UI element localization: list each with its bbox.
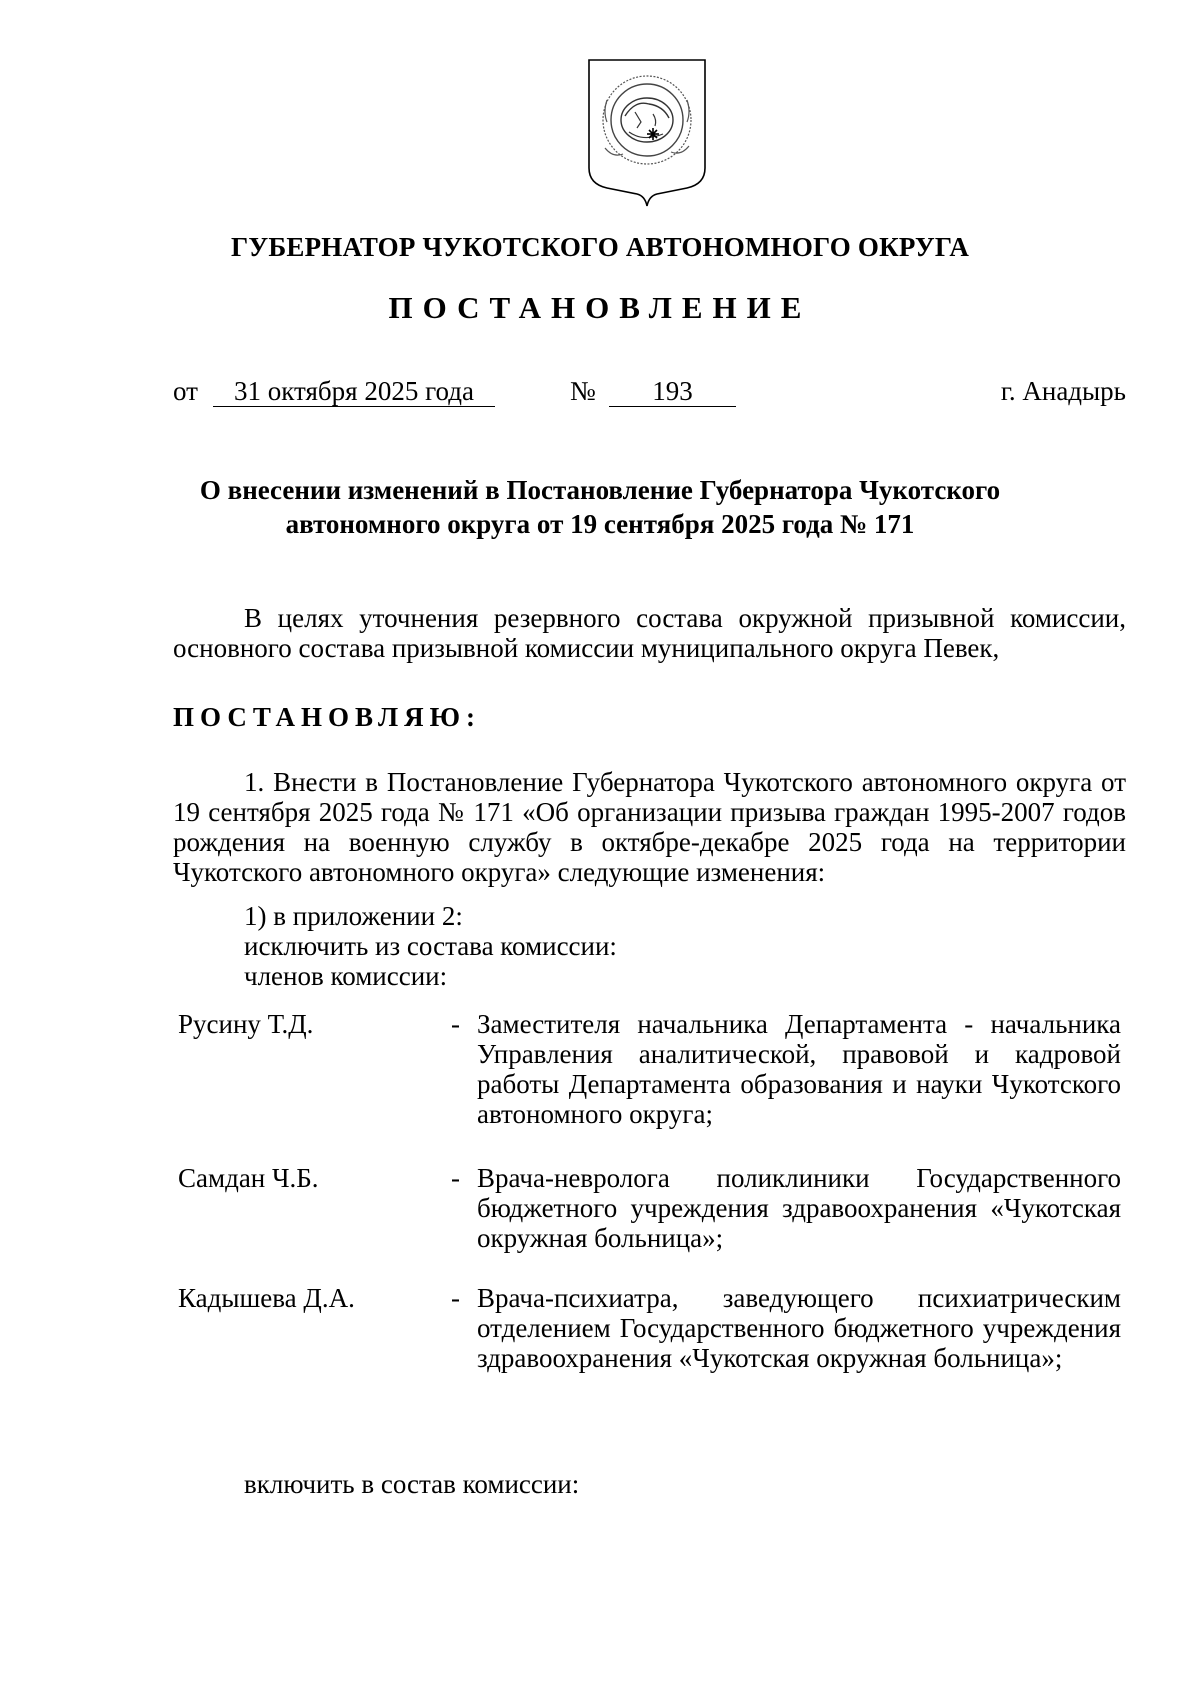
exclude-heading: исключить из состава комиссии: <box>244 931 617 961</box>
include-heading: включить в состав комиссии: <box>244 1469 580 1499</box>
number-sign: № <box>570 376 596 406</box>
coat-of-arms-icon <box>583 56 711 212</box>
issuing-authority: ГУБЕРНАТОР ЧУКОТСКОГО АВТОНОМНОГО ОКРУГА <box>230 232 970 262</box>
member-name: Самдан Ч.Б. <box>178 1163 319 1193</box>
item-1-paragraph: 1. Внести в Постановление Губернатора Чукотского автономного округа от 19 сентября 2025 года № 171 «Об организации призыва граждан 1995-2007 годов рождения на военную службу в октябре-декабре 2025 года на территории Чукотского автономного округа» следующие изменения: <box>173 767 1126 887</box>
title-line-1: О внесении изменений в Постановление Губернатора Чукотского <box>199 475 1001 505</box>
title-line-2: автономного округа от 19 сентября 2025 года № 171 <box>285 509 915 539</box>
members-heading: членов комиссии: <box>244 961 448 991</box>
date-prefix: от <box>173 376 198 406</box>
document-title <box>0 473 1200 541</box>
member-description: Врача-невролога поликлиники Государственного бюджетного учреждения здравоохранения «Чукотская окружная больница»; <box>477 1163 1121 1253</box>
document-date: 31 октября 2025 года <box>213 376 495 407</box>
preamble-paragraph: В целях уточнения резервного состава окружной призывной комиссии, основного состава призывной комиссии муниципального округа Певек, <box>173 603 1126 663</box>
member-dash: - <box>451 1163 460 1193</box>
document-number: 193 <box>609 376 736 407</box>
decree-word: ПОСТАНОВЛЯЮ: <box>173 702 481 732</box>
member-description: Заместителя начальника Департамента - начальника Управления аналитической, правовой и кадровой работы Департамента образования и науки Чукотского автономного округа; <box>477 1009 1121 1129</box>
member-dash: - <box>451 1009 460 1039</box>
member-dash: - <box>451 1283 460 1313</box>
member-name: Кадышева Д.А. <box>178 1283 355 1313</box>
document-city: г. Анадырь <box>1000 376 1126 406</box>
document-type: ПОСТАНОВЛЕНИЕ <box>388 290 812 325</box>
subitem-1: 1) в приложении 2: <box>244 901 463 931</box>
member-description: Врача-психиатра, заведующего психиатрическим отделением Государственного бюджетного учреждения здравоохранения «Чукотская окружная больница»; <box>477 1283 1121 1373</box>
member-name: Русину Т.Д. <box>178 1009 314 1039</box>
